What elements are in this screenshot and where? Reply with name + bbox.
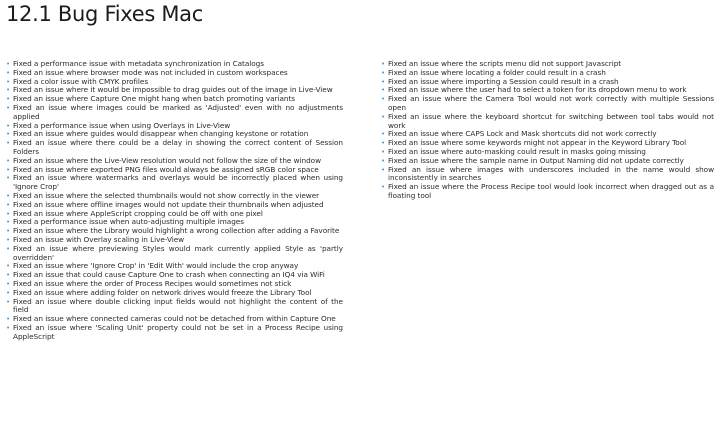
bullet-icon: • [6,139,11,148]
bug-fix-item [6,245,343,263]
bug-fix-text: Fixed a performance issue with metadata synchronization in Catalogs [13,59,265,68]
bullet-icon: • [6,174,11,183]
bullet-icon: • [6,165,11,174]
bug-fix-list-left [6,60,343,342]
bug-fix-text: Fixed an issue where 'Ignore Crop' in 'Edit With' would include the crop anyway [13,261,299,271]
bug-fix-text: Fixed an issue where browser mode was not included in custom workspaces [13,67,288,77]
bullet-icon: • [381,139,386,148]
bug-fix-text: Fixed an issue where the order of Process Recipes would sometimes not stick [13,278,292,288]
bullet-icon: • [381,68,386,77]
bug-fix-text: Fixed an issue where Capture One might hang when batch promoting variants [13,94,296,104]
bug-fix-text: Fixed an issue where the Library would highlight a wrong collection after adding a Favorite [13,226,340,236]
bullet-icon: • [6,235,11,244]
bullet-icon: • [6,244,11,253]
bug-fix-text: Fixed an issue where the Camera Tool would not work correctly with multiple Sessions open [388,94,714,112]
bug-fix-text: Fixed an issue where there could be a delay in showing the correct content of Session Folders [13,138,343,156]
bullet-icon: • [6,60,11,68]
bug-fix-text: Fixed an issue where guides would disappear when changing keystone or rotation [13,129,309,139]
bullet-icon: • [6,121,11,130]
bullet-icon: • [381,156,386,165]
bug-fix-text: Fixed an issue where watermarks and overlays would be incorrectly placed when using 'Ignore Crop' [13,173,343,192]
bullet-icon: • [381,77,386,86]
bug-fix-text: Fixed an issue that could cause Capture One to crash when connecting an IQ4 via WiFi [13,270,325,280]
bug-fix-text: Fixed an issue where images could be marked as 'Adjusted' even with no adjustments applied [13,102,343,121]
bullet-icon: • [6,95,11,104]
bug-fix-text: Fixed an issue where importing a Session could result in a crash [388,76,619,86]
bullet-icon: • [6,288,11,297]
bug-fix-item [381,166,714,184]
bug-fix-item [381,95,714,113]
bullet-icon: • [6,68,11,77]
bug-fix-text: Fixed an issue where auto-masking could result in masks going missing [388,146,646,156]
bug-fix-item [6,174,343,192]
bullet-icon: • [6,271,11,280]
bug-fix-text: Fixed an issue where the keyboard shortcut for switching between tool tabs would not work [388,111,714,130]
bug-fix-item [6,298,343,316]
bug-fix-text: Fixed an issue where images with underscores included in the name would show inconsistently in searches [388,164,714,183]
bug-fix-text: Fixed an issue where the Live-View resolution would not follow the size of the window [13,155,322,165]
bug-fix-text: Fixed an issue where the user had to select a token for its dropdown menu to work [388,85,687,95]
bug-fix-text: Fixed a performance issue when using Overlays in Live-View [13,120,231,130]
bullet-icon: • [6,156,11,165]
bullet-icon: • [381,112,386,121]
bug-fix-text: Fixed an issue with Overlay scaling in Live-View [13,234,185,244]
bug-fix-text: Fixed an issue where locating a folder could result in a crash [388,67,606,77]
bug-fix-text: Fixed an issue where it would be impossible to drag guides out of the image in Live-View [13,85,333,95]
bullet-icon: • [6,218,11,227]
bug-fix-item [381,113,714,131]
bullet-icon: • [6,315,11,324]
bullet-icon: • [6,262,11,271]
bullet-icon: • [6,191,11,200]
bullet-icon: • [381,86,386,95]
bug-fix-item [381,183,714,201]
bug-fix-text: Fixed an issue where 'Scaling Unit' property could not be set in a Process Recipe using AppleScript [13,322,343,341]
bug-fix-text: Fixed an issue where AppleScript cropping could be off with one pixel [13,208,263,218]
bullet-icon: • [6,323,11,332]
bug-fix-item [6,324,343,342]
bug-fix-item [6,104,343,122]
bullet-icon: • [381,183,386,192]
bug-fix-text: Fixed an issue where connected cameras could not be detached from within Capture One [13,314,336,324]
bug-fix-text: Fixed an issue where adding folder on network drives would freeze the Library Tool [13,287,312,297]
bug-fix-text: Fixed an issue where some keywords might not appear in the Keyword Library Tool [388,138,687,148]
bullet-icon: • [381,130,386,139]
bullet-icon: • [6,209,11,218]
bug-fix-text: Fixed an issue where double clicking input fields would not highlight the content of the field [13,296,343,315]
bullet-icon: • [6,103,11,112]
bullet-icon: • [381,60,386,68]
bug-fix-list-right [381,60,714,201]
bullet-icon: • [6,130,11,139]
bullet-icon: • [6,86,11,95]
bullet-icon: • [6,200,11,209]
bug-fix-text: Fixed an issue where previewing Styles would mark currently applied Style as 'partly overridden' [13,243,343,262]
bug-fix-text: Fixed an issue where the Process Recipe tool would look incorrect when dragged out as a floating tool [388,182,714,200]
bug-fix-text: Fixed an issue where CAPS Lock and Mask shortcuts did not work correctly [388,129,657,139]
bug-fix-text: Fixed an issue where the sample name in Output Naming did not update correctly [388,155,684,165]
bullet-icon: • [6,297,11,306]
bug-fix-text: Fixed an issue where the scripts menu did not support Javascript [388,59,622,68]
bug-fix-text: Fixed an issue where exported PNG files would always be assigned sRGB color space [13,164,319,174]
bug-fix-item [6,139,343,157]
bug-fix-text: Fixed an issue where offline images would not update their thumbnails when adjusted [13,199,324,209]
bug-fix-text: Fixed a color issue with CMYK profiles [13,76,149,86]
bullet-icon: • [381,165,386,174]
bug-fix-text: Fixed a performance issue when auto-adjusting multiple images [13,217,244,227]
bullet-icon: • [381,95,386,104]
bug-fix-text: Fixed an issue where the selected thumbnails would not show correctly in the viewer [13,190,320,200]
page-title: 12.1 Bug Fixes Mac [6,2,203,26]
bullet-icon: • [381,147,386,156]
bullet-icon: • [6,227,11,236]
bullet-icon: • [6,279,11,288]
bullet-icon: • [6,77,11,86]
